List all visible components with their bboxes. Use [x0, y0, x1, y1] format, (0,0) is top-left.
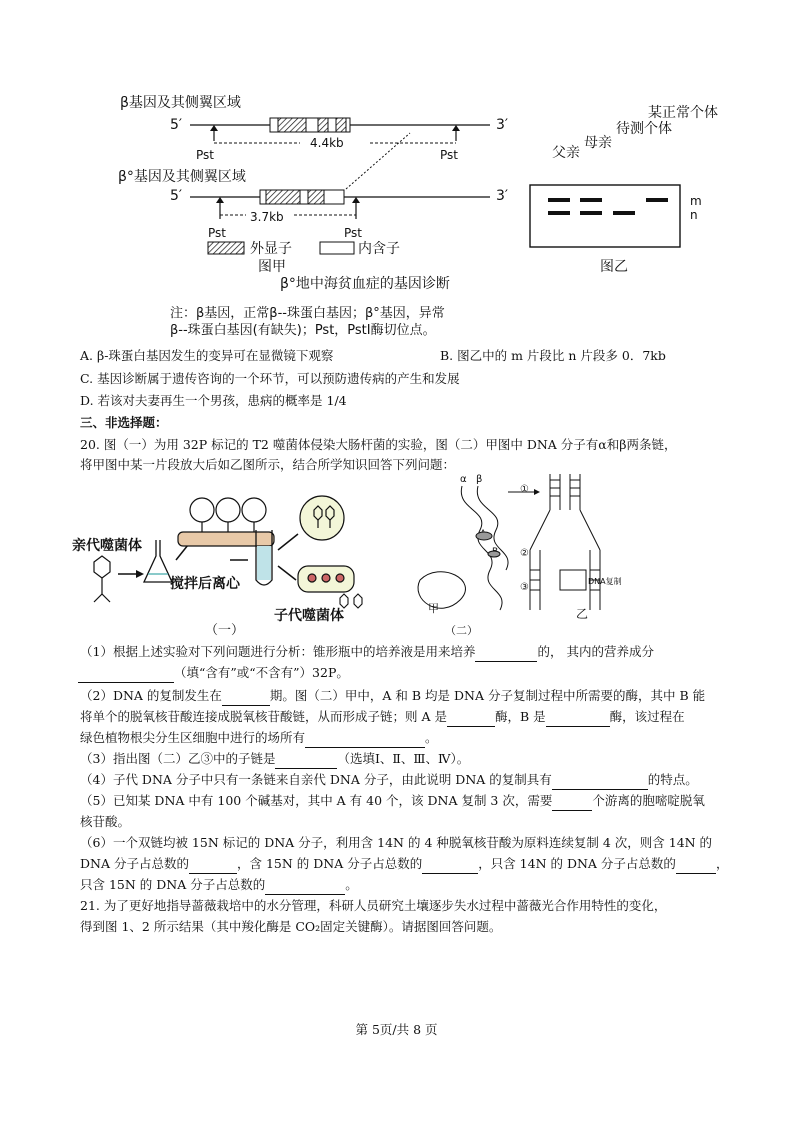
- option-d: D. 若该对夫妻再生一个男孩，患病的概率是 1/4: [80, 393, 347, 408]
- q20-p6-line1: （6）一个双链均被 15N 标记的 DNA 分子，利用含 14N 的 4 种脱氧核苷酸为原料连续复制 4 次，则含 14N 的: [80, 835, 713, 850]
- fig-b-label: 图乙: [600, 259, 628, 275]
- blank-10[interactable]: [189, 859, 237, 874]
- q20-p6f: 只含 15N 的 DNA 分子占总数的: [80, 877, 266, 892]
- q20-p4b: 的特点。: [647, 772, 698, 787]
- gene-diagnosis-figure: [110, 85, 718, 338]
- q20-p2e: 酶，该过程在: [609, 709, 685, 724]
- blank-7[interactable]: [275, 754, 337, 769]
- phage-dna-figure: [60, 470, 660, 640]
- blank-5[interactable]: [546, 712, 610, 727]
- q20-p2a: （2）DNA 的复制发生在: [80, 688, 222, 703]
- fig1-parent-label: 亲代噬菌体: [72, 538, 142, 554]
- blank-1[interactable]: [475, 647, 537, 662]
- kb-37-label: 3.7kb: [250, 210, 284, 224]
- page-footer: 第 5页/共 8 页: [355, 1022, 438, 1037]
- three-prime-2: 3′: [496, 188, 509, 204]
- blank-12[interactable]: [676, 859, 716, 874]
- fig2-c3-label: ③: [520, 582, 529, 593]
- q20-p6d: ，只含 14N 的 DNA 分子占总数的: [478, 856, 676, 871]
- fig2-yi-label: 乙: [576, 607, 589, 621]
- blank-2[interactable]: [78, 668, 174, 683]
- q20-p6-line2: [80, 854, 728, 874]
- note-line2: β--珠蛋白基因(有缺失)；Pst，PstⅠ酶切位点。: [170, 323, 436, 338]
- q20-p5-line2: 核苷酸。: [80, 814, 131, 829]
- fig1-child-label: 子代噬菌体: [274, 608, 344, 624]
- option-a: A. β-珠蛋白基因发生的变异可在显微镜下观察: [80, 348, 334, 363]
- beta-region-label: β基因及其侧翼区域: [120, 95, 241, 111]
- blank-8[interactable]: [552, 775, 648, 790]
- q21-line1: 21. 为了更好地指导蔷薇栽培中的水分管理，科研人员研究土壤逐步失水过程中蔷薇光合作用特性的变化，: [80, 898, 667, 913]
- blank-3[interactable]: [222, 691, 270, 706]
- section-title: 三、非选择题：: [80, 415, 168, 430]
- legend-intron-label: 内含子: [358, 241, 400, 257]
- note-line1: 注：β基因，正常β--珠蛋白基因；β°基因，异常: [170, 306, 445, 321]
- band-m-label: m: [690, 194, 702, 208]
- q20-p3a: （3）指出图（二）乙③中的子链是: [80, 751, 276, 766]
- fig2-beta-label: β: [476, 474, 483, 485]
- q20-p2d: 酶，B 是: [494, 709, 546, 724]
- option-c: C. 基因诊断属于遗传咨询的一个环节，可以预防遗传病的产生和发展: [80, 371, 460, 386]
- option-b: B. 图乙中的 m 片段比 n 片段多 0．7kb: [440, 348, 666, 363]
- fig2-dna-label: DNA复制: [588, 577, 622, 586]
- q20-stem-1: 20. 图（一）为用 32P 标记的 T2 噬菌体侵染大肠杆菌的实验，图（二）甲图中 DNA 分子有α和β两条链，: [80, 437, 677, 452]
- fig2-c1-label: ①: [520, 484, 529, 495]
- five-prime-1: 5′: [170, 117, 183, 133]
- beta-e-region-label: β°基因及其侧翼区域: [118, 169, 246, 185]
- fig2-c2-label: ②: [520, 548, 529, 559]
- pst-label-2: Pst: [440, 148, 458, 162]
- pst-label-1: Pst: [196, 148, 214, 162]
- q20-p4a: （4）子代 DNA 分子中只有一条链来自亲代 DNA 分子，由此说明 DNA 的复制具有: [80, 772, 552, 787]
- pst-label-3: Pst: [208, 226, 226, 240]
- fig1-caption: （一）: [205, 623, 245, 638]
- q20-stem-2: 将甲图中某一片段放大后如乙图所示，结合所学知识回答下列问题：: [80, 457, 456, 472]
- q20-p6-line3: [80, 875, 358, 895]
- blank-13[interactable]: [265, 880, 345, 895]
- col-father-label: 父亲: [552, 145, 580, 161]
- fig2-alpha-label: α: [460, 474, 467, 485]
- q20-p2-line2: [80, 707, 685, 727]
- q20-p1c: （填“含有”或“不含有”）32P。: [174, 665, 349, 680]
- col-fetus-label: 待测个体: [616, 121, 672, 137]
- blank-6[interactable]: [305, 733, 425, 748]
- q20-p6c: ，含 15N 的 DNA 分子占总数的: [236, 856, 423, 871]
- q20-p6e: ，: [715, 856, 729, 871]
- col-normal-label: 某正常个体: [648, 105, 718, 121]
- q20-p3: [80, 749, 469, 769]
- q20-p5-line1: [80, 791, 705, 811]
- fig1-stir-label: 搅拌后离心: [170, 576, 240, 592]
- q20-p2c: 将单个的脱氧核苷酸连接成脱氧核苷酸链，从而形成子链；则 A 是: [80, 709, 447, 724]
- legend-exon-label: 外显子: [250, 241, 292, 257]
- q20-p5b: 个游离的胞嘧啶脱氧: [592, 793, 705, 808]
- q20-p5a: （5）已知某 DNA 中有 100 个碱基对，其中 A 有 40 个，该 DNA 复制 3 次，需要: [80, 793, 553, 808]
- q20-p1a: （1）根据上述实验对下列问题进行分析：锥形瓶中的培养液是用来培养: [80, 644, 476, 659]
- q20-p4: [80, 770, 698, 790]
- pst-label-4: Pst: [344, 226, 362, 240]
- col-mother-label: 母亲: [584, 135, 612, 151]
- caption-label: β°地中海贫血症的基因诊断: [280, 276, 450, 292]
- q20-p6b: DNA 分子占总数的: [80, 856, 189, 871]
- q20-p2-line1: [80, 686, 705, 706]
- q20-p2f: 绿色植物根尖分生区细胞中进行的场所有: [80, 730, 306, 745]
- three-prime-1: 3′: [496, 117, 509, 133]
- five-prime-2: 5′: [170, 188, 183, 204]
- q20-p6g: 。: [345, 877, 358, 892]
- q20-p1b: 的， 其内的营养成分: [537, 644, 654, 659]
- q20-p1-line1: [80, 642, 654, 662]
- q20-p2g: 。: [425, 730, 438, 745]
- q20-p2b: 期。图（二）甲中，A 和 B 均是 DNA 分子复制过程中所需要的酶，其中 B 能: [269, 688, 706, 703]
- q21-line2: 得到图 1、2 所示结果（其中羧化酶是 CO₂固定关键酶）。请据图回答问题。: [80, 919, 502, 934]
- blank-11[interactable]: [422, 859, 478, 874]
- fig-a-label: 图甲: [258, 259, 286, 275]
- blank-9[interactable]: [552, 796, 592, 811]
- fig2-caption: （二）: [445, 624, 478, 637]
- kb-44-label: 4.4kb: [310, 136, 344, 150]
- q20-p3b: （选填Ⅰ、Ⅱ、Ⅲ、Ⅳ）。: [337, 751, 470, 766]
- fig2-jia-label: 甲: [428, 602, 439, 615]
- blank-4[interactable]: [447, 712, 495, 727]
- q20-p2-line3: [80, 728, 438, 748]
- q20-p1-line2: [78, 663, 349, 683]
- band-n-label: n: [690, 208, 698, 222]
